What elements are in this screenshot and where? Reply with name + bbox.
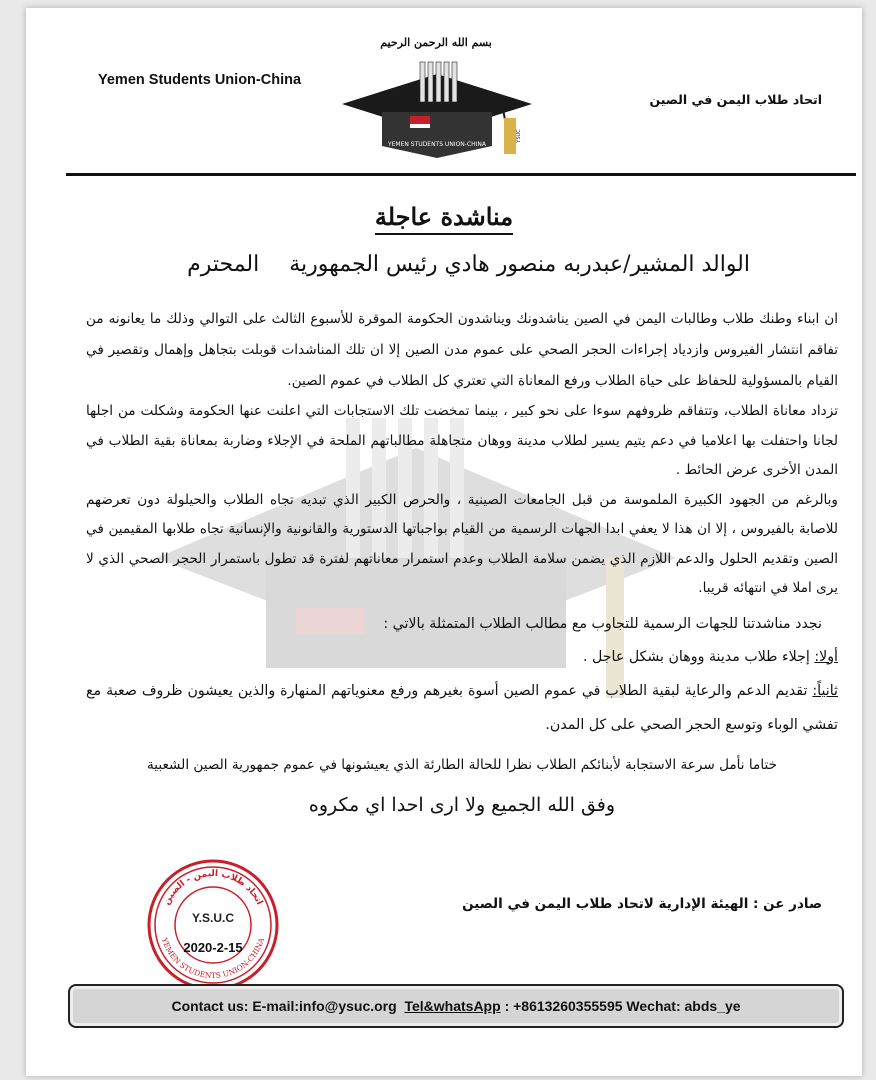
- paragraph-1: ان ابناء وطنك طلاب وطالبات اليمن في الصين يناشدونك ويناشدون الحكومة الموقرة للأسبوع الثالث على التوالي وذلك ما يعانونه من تفاقم انتشار الفيروس وازدياد إجراءات الحجر الصحي على عموم مدن الصين إلا ان تلك المناشدات قوبلت بتجاهل وإهمال وتقصير في القيام بالمسؤولية للحفاظ على حياة الطلاب ورفع المعاناة التي تعتري كل الطلاب في عموم الصين.: [86, 311, 838, 389]
- paragraph-3: وبالرغم من الجهود الكبيرة الملموسة من قبل الجامعات الصينية ، والحرص الكبير الذي تبديه تجاه الطلاب والحيلولة دون تعرضهم للاصابة بالفيروس ، إلا ان هذا لا يعفي ابدا الجهات الرسمية من القيام بواجباتها الدستورية والقانونية والإنسانية تجاه طلابها المقيمين في الصين وتقديم الحلول والدعم اللازم الذي يضمن سلامة الطلاب وعدم استمرار معاناتهم لفترة قد تطول باستمرار الحجر الصحي الذي لا يرى املا في انتهائه قريبا.: [86, 491, 838, 596]
- addressee-honorific: المحترم: [187, 252, 260, 277]
- org-name-english: Yemen Students Union-China: [98, 72, 302, 88]
- basmala: بسم الله الرحمن الرحيم: [380, 36, 492, 49]
- official-stamp: [144, 856, 282, 994]
- closing-paragraph: ختاما نأمل سرعة الاستجابة لأبنائكم الطلاب نظرا للحالة الطارئة الذي يعيشونها في عموم جمهورية الصين الشعبية: [147, 756, 777, 773]
- contact-email[interactable]: Contact us: E-mail:info@ysuc.org: [171, 998, 397, 1014]
- addressee-line: [187, 252, 750, 277]
- contact-tel-label: Tel&whatsApp: [404, 998, 501, 1014]
- issued-by: صادر عن : الهيئة الإدارية لاتحاد طلاب اليمن في الصين: [462, 896, 822, 912]
- stamp-date: 2020-2-15: [183, 940, 243, 955]
- svg-text:اتحاد طلاب اليمن - الصين: اتحاد طلاب اليمن - الصين: [161, 868, 265, 907]
- contact-wechat[interactable]: Wechat: abds_ye: [626, 998, 741, 1014]
- svg-text:YEMEN STUDENTS UNION-CHINA: YEMEN STUDENTS UNION-CHINA: [387, 141, 487, 148]
- paragraph-2: تزداد معاناة الطلاب، وتتفاقم ظروفهم سوءا على نحو كبير ، بينما تمخضت تلك الاستجابات التي اعلنت عنها الحكومة وشكلت من اجلها لجانا واحتفلت بها اعلاميا في دعم يتيم يسير لطلاب مدينة ووهان متجاهلة مطالباتهم الملحة في الإجلاء وضاربة بمعاناة بقية الطلاب في المدن الأخرى عرض الحائط .: [86, 403, 838, 478]
- document-title: مناشدة عاجلة: [26, 202, 862, 231]
- closing-prayer: وفق الله الجميع ولا ارى احدا اي مكروه: [308, 793, 616, 816]
- org-name-arabic: اتحاد طلاب اليمن في الصين: [649, 92, 822, 107]
- demand-item-1: أولا: إجلاء طلاب مدينة ووهان بشكل عاجل .: [582, 648, 838, 665]
- paragraph-demands-intro: نجدد مناشدتنا للجهات الرسمية للتجاوب مع مطالب الطلاب المتمثلة بالاتي :: [383, 615, 822, 632]
- svg-text:YSUC: YSUC: [516, 129, 522, 143]
- contact-footer: [68, 984, 844, 1028]
- union-logo: [342, 60, 532, 160]
- stamp-code: Y.S.U.C: [191, 911, 235, 925]
- letter-body: [86, 304, 838, 816]
- addressee-name: الوالد المشير/عبدربه منصور هادي رئيس الجمهورية: [289, 252, 750, 277]
- header-divider: [66, 173, 856, 176]
- contact-tel-value[interactable]: : +8613260355595: [504, 998, 623, 1014]
- demand-item-2-label: ثانياً:: [812, 682, 838, 699]
- demand-item-2: ثانياً: تقديم الدعم والرعاية لبقية الطلاب في عموم الصين أسوة بغيرهم ورفع معنوياتهم المنهارة والذين يعيشون ظروف صعبة مع تفشي الوباء وتوسع الحجر الصحي على كل المدن.: [86, 682, 838, 733]
- document-page: [26, 8, 862, 1076]
- demand-item-1-label: أولا:: [814, 648, 838, 665]
- svg-text:YEMEN STUDENTS UNION-CHINA: YEMEN STUDENTS UNION-CHINA: [159, 936, 267, 981]
